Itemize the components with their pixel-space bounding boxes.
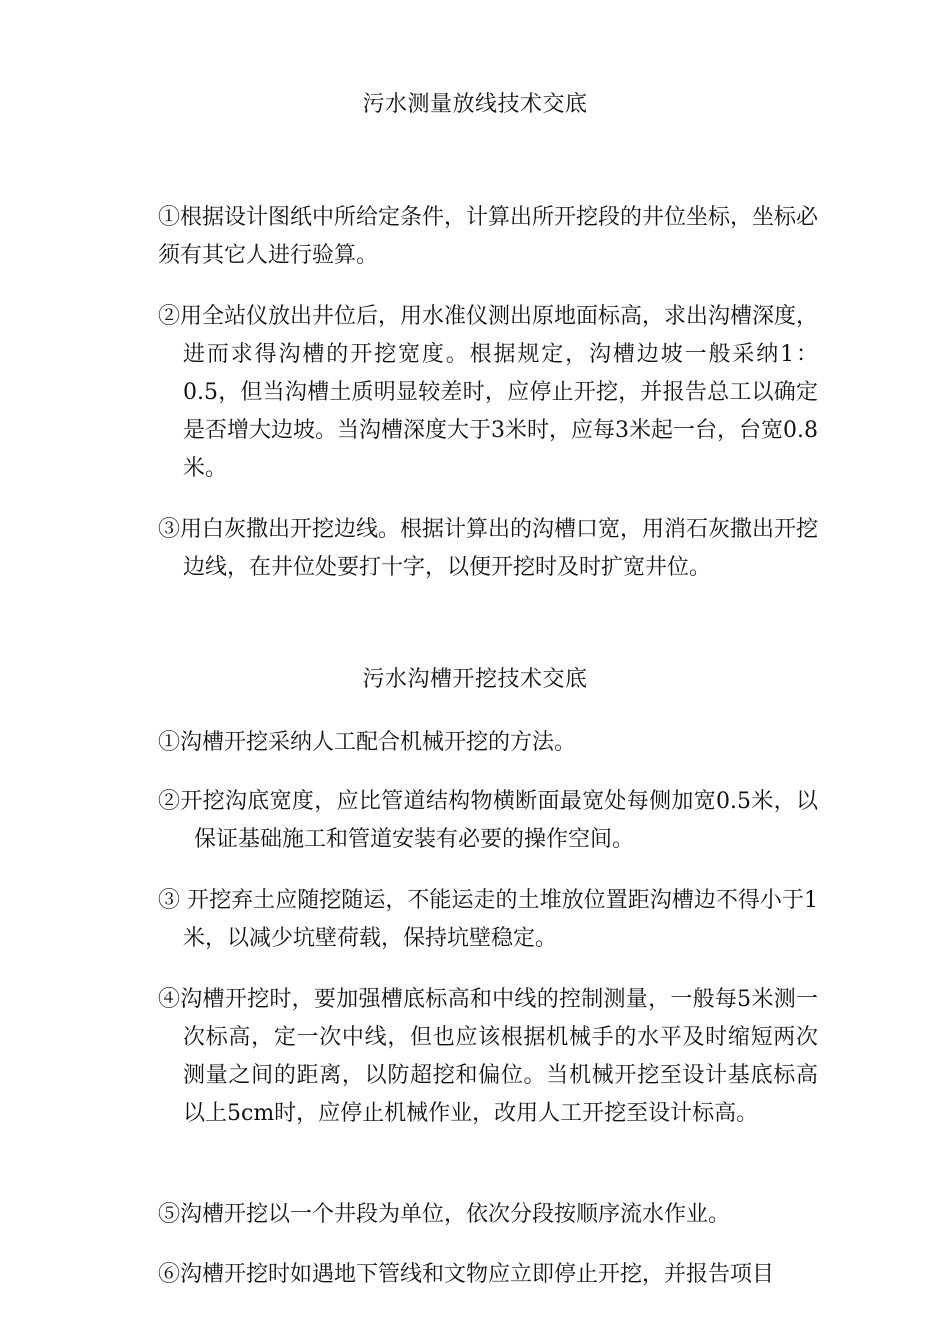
section-2-item-3: ③ 开挖弃土应随挖随运，不能运走的土堆放位置距沟槽边不得小于1米，以减少坑壁荷载，保持坑壁稳定。: [158, 888, 818, 951]
section-2-item-1: ①沟槽开挖采纳人工配合机械开挖的方法。: [158, 730, 577, 755]
section-1-item-1: ①根据设计图纸中所给定条件，计算出所开挖段的井位坐标，坐标必须有其它人进行验算。: [158, 205, 819, 268]
section-2-item-5: ⑤沟槽开挖以一个井段为单位，依次分段按顺序流水作业。: [158, 1202, 731, 1227]
section-2-item-6: ⑥沟槽开挖时如遇地下管线和文物应立即停止开挖，并报告项目: [158, 1262, 775, 1287]
section-2-title: 污水沟槽开挖技术交底: [362, 667, 588, 692]
section-2-item-2: ②开挖沟底宽度，应比管道结构物横断面最宽处每侧加宽0.5米，以保证基础施工和管道安装有必要的操作空间。: [158, 789, 818, 852]
section-1-item-2: ②用全站仪放出井位后，用水准仪测出原地面标高，求出沟槽深度，进而求得沟槽的开挖宽度。根据规定，沟槽边坡一般采纳1：0.5，但当沟槽土质明显较差时，应停止开挖，并报告总工以确定是否增大边坡。当沟槽深度大于3米时，应每3米起一台，台宽0.8米。: [158, 304, 819, 481]
section-2-item-4: ④沟槽开挖时，要加强槽底标高和中线的控制测量，一般每5米测一次标高，定一次中线，但也应该根据机械手的水平及时缩短两次测量之间的距离，以防超挖和偏位。当机械开挖至设计基底标高以上5cm时，应停止机械作业，改用人工开挖至设计标高。: [158, 987, 818, 1126]
section-1-item-3: ③用白灰撒出开挖边线。根据计算出的沟槽口宽，用消石灰撒出开挖边线，在井位处要打十字，以便开挖时及时扩宽井位。: [158, 517, 819, 580]
section-1-title: 污水测量放线技术交底: [362, 92, 588, 117]
